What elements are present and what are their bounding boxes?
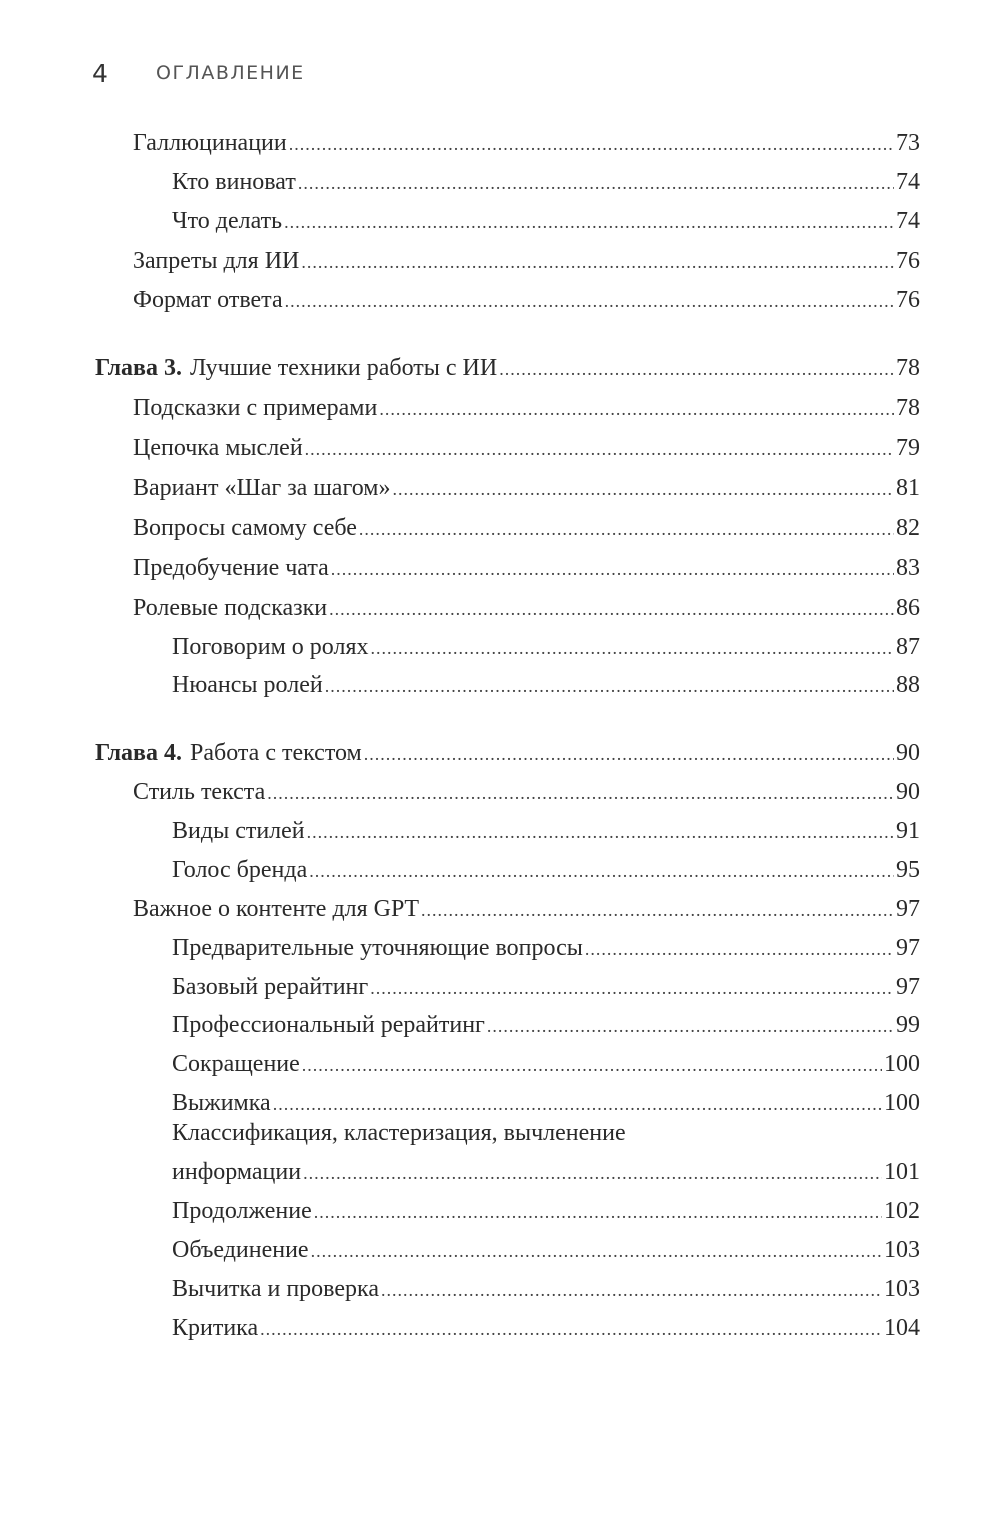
toc-entry-page: 76 — [896, 248, 920, 274]
dot-leader — [289, 134, 894, 155]
dot-leader — [370, 978, 894, 999]
toc-entry-title: Вопросы самому себе — [133, 515, 357, 541]
toc-entry-title: Предварительные уточняющие вопросы — [172, 935, 583, 961]
toc-entry-page: 103 — [884, 1237, 920, 1263]
toc-entry-page: 99 — [896, 1012, 920, 1038]
toc-entry-title: Формат ответа — [133, 287, 283, 313]
dot-leader — [325, 676, 894, 697]
dot-leader — [421, 900, 894, 921]
toc-entry-title: Профессиональный рерайтинг — [172, 1012, 485, 1038]
toc-entry-title: Виды стилей — [172, 818, 305, 844]
toc-entry-title: Поговорим о ролях — [172, 634, 369, 660]
dot-leader — [487, 1016, 894, 1037]
toc-entry-title: Стиль текста — [133, 779, 266, 805]
toc-entry-title: Предобучение чата — [133, 555, 329, 581]
dot-leader — [284, 212, 894, 233]
toc-entry-title: Вычитка и проверка — [172, 1276, 379, 1302]
toc-entry-page: 88 — [896, 672, 920, 698]
toc-entry-page: 82 — [896, 515, 920, 541]
toc-entry-page: 100 — [884, 1051, 920, 1077]
dot-leader — [499, 359, 894, 380]
toc-entry-title: Запреты для ИИ — [133, 248, 300, 274]
toc-entry-title: информации — [172, 1159, 302, 1185]
toc-entry-title: Объединение — [172, 1237, 309, 1263]
dot-leader — [260, 1319, 882, 1340]
toc-entry-title: Сокращение — [172, 1051, 300, 1077]
dot-leader — [303, 1163, 882, 1184]
toc-entry-page: 74 — [896, 169, 920, 195]
dot-leader — [392, 479, 894, 500]
dot-leader — [307, 822, 894, 843]
dot-leader — [359, 519, 894, 540]
toc-entry-title: Голос бренда — [172, 857, 308, 883]
toc-entry-page: 78 — [896, 395, 920, 421]
toc-entry-page: 90 — [896, 740, 920, 766]
dot-leader — [314, 1202, 882, 1223]
dot-leader — [364, 744, 894, 765]
toc-entry-page: 90 — [896, 779, 920, 805]
toc-entry-title: Ролевые подсказки — [133, 595, 328, 621]
toc-entry-page: 81 — [896, 475, 920, 501]
toc-entry-page: 103 — [884, 1276, 920, 1302]
dot-leader — [370, 638, 894, 659]
toc-entry-title: Что делать — [172, 208, 283, 234]
toc-entry-page: 97 — [896, 974, 920, 1000]
toc-entry-page: 97 — [896, 935, 920, 961]
toc-entry-page: 95 — [896, 857, 920, 883]
dot-leader — [301, 252, 894, 273]
toc-entry-page: 102 — [884, 1198, 920, 1224]
toc-entry-page: 101 — [884, 1159, 920, 1185]
dot-leader — [309, 861, 894, 882]
toc-entry-page: 97 — [896, 896, 920, 922]
toc-entry-title: Кто виноват — [172, 169, 296, 195]
toc-entry-title: Лучшие техники работы с ИИ — [190, 355, 498, 381]
dot-leader — [267, 783, 894, 804]
toc-entry-title: Цепочка мыслей — [133, 435, 303, 461]
toc-entry-title: Вариант «Шаг за шагом» — [133, 475, 391, 501]
dot-leader — [305, 439, 894, 460]
chapter-label: Глава 4. — [95, 740, 182, 766]
toc-entry-page: 74 — [896, 208, 920, 234]
toc-entry-title: Нюансы ролей — [172, 672, 323, 698]
dot-leader — [311, 1241, 882, 1262]
toc-entry-title: Выжимка — [172, 1090, 271, 1116]
dot-leader — [381, 1280, 882, 1301]
toc-entry-title: Галлюцинации — [133, 130, 287, 156]
toc-entry-title: Важное о контенте для GPT — [133, 896, 420, 922]
toc-entry-page: 91 — [896, 818, 920, 844]
dot-leader — [273, 1094, 882, 1115]
toc-entry-page: 86 — [896, 595, 920, 621]
toc-entry-page: 76 — [896, 287, 920, 313]
dot-leader — [302, 1055, 882, 1076]
page-header — [92, 56, 305, 90]
toc-entry-page: 78 — [896, 355, 920, 381]
dot-leader — [331, 559, 894, 580]
toc-entry-title: Базовый рерайтинг — [172, 974, 369, 1000]
running-title: ОГЛАВЛЕНИЕ — [156, 62, 305, 84]
toc-entry-page: 73 — [896, 130, 920, 156]
toc-entry-title: Продолжение — [172, 1198, 312, 1224]
toc-entry-title: Подсказки с примерами — [133, 395, 378, 421]
dot-leader — [329, 599, 894, 620]
toc-entry-page: 104 — [884, 1315, 920, 1341]
dot-leader — [585, 939, 894, 960]
page-number: 4 — [92, 58, 108, 88]
toc-entry-page: 87 — [896, 634, 920, 660]
toc-entry-page: 79 — [896, 435, 920, 461]
toc-entry-title: Работа с текстом — [190, 740, 362, 766]
toc-entry-page: 83 — [896, 555, 920, 581]
dot-leader — [298, 173, 894, 194]
dot-leader — [285, 291, 894, 312]
toc-entry-title-line1: Классификация, кластеризация, вычленение — [172, 1120, 626, 1146]
dot-leader — [379, 399, 894, 420]
toc-entry-page: 100 — [884, 1090, 920, 1116]
chapter-label: Глава 3. — [95, 355, 182, 381]
toc-entry-title: Критика — [172, 1315, 259, 1341]
